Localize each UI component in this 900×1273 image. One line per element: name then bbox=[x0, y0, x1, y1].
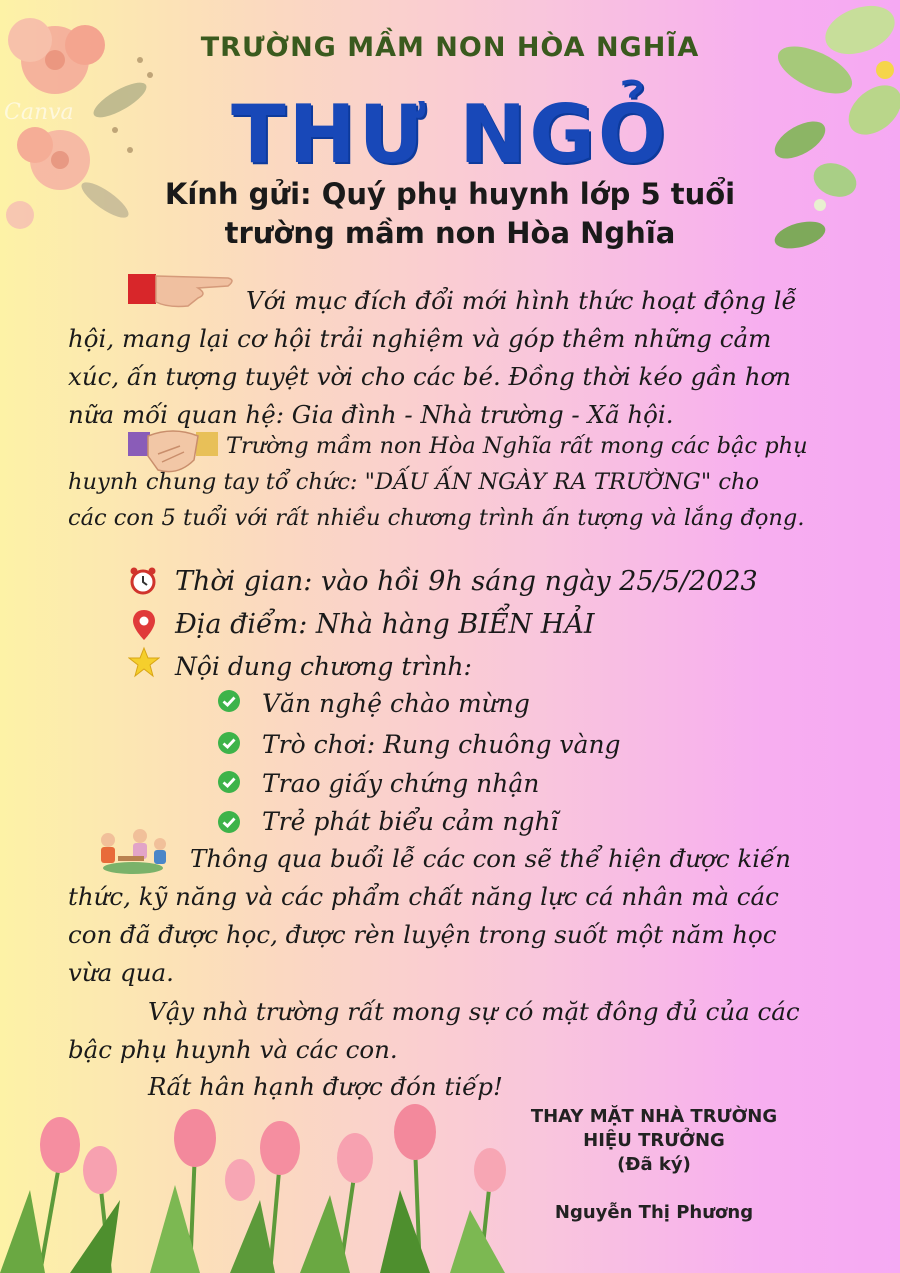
hope-line: bậc phụ huynh và các con. bbox=[68, 1035, 398, 1064]
signature-role: HIỆU TRƯỞNG bbox=[583, 1130, 725, 1151]
program-item: Trẻ phát biểu cảm nghĩ bbox=[262, 807, 559, 836]
closing-paragraph bbox=[68, 840, 832, 992]
page-title: THƯ NGỎ bbox=[231, 88, 669, 181]
hope-paragraph bbox=[68, 993, 832, 1069]
check-circle-icon bbox=[217, 810, 241, 834]
welcome-text: Rất hân hạnh được đón tiếp! bbox=[148, 1072, 503, 1101]
program-label: Nội dung chương trình: bbox=[175, 652, 472, 681]
watermark-text: Canva bbox=[4, 100, 74, 125]
signature-name: Nguyễn Thị Phương bbox=[554, 1202, 754, 1223]
program-item: Văn nghệ chào mừng bbox=[262, 689, 530, 718]
event-place: Địa điểm: Nhà hàng BIỂN HẢI bbox=[175, 609, 595, 640]
star-icon bbox=[128, 646, 160, 678]
location-pin-icon bbox=[132, 608, 156, 642]
program-item: Trao giấy chứng nhận bbox=[262, 769, 540, 798]
intro-line: Với mục đích đổi mới hình thức hoạt động lễ bbox=[246, 286, 797, 315]
check-circle-icon bbox=[217, 770, 241, 794]
invite-paragraph bbox=[68, 428, 832, 536]
check-circle-icon bbox=[217, 731, 241, 755]
closing-line: vừa qua. bbox=[68, 958, 174, 987]
closing-line: con đã được học, được rèn luyện trong suốt một năm học bbox=[68, 920, 777, 949]
hope-line: Vậy nhà trường rất mong sự có mặt đông đủ của các bbox=[148, 997, 800, 1026]
alarm-clock-icon bbox=[128, 566, 158, 596]
check-circle-icon bbox=[217, 689, 241, 713]
intro-line: xúc, ấn tượng tuyệt vời cho các bé. Đồng thời kéo gần hơn bbox=[68, 362, 792, 391]
greeting-line-2: trường mầm non Hòa Nghĩa bbox=[224, 216, 676, 250]
program-item: Trò chơi: Rung chuông vàng bbox=[262, 730, 621, 759]
signature-on-behalf: THAY MẶT NHÀ TRƯỜNG bbox=[530, 1106, 778, 1127]
intro-line: hội, mang lại cơ hội trải nghiệm và góp thêm những cảm bbox=[68, 324, 772, 353]
invite-line: các con 5 tuổi với rất nhiều chương trình ấn tượng và lắng đọng. bbox=[68, 505, 805, 531]
greeting-line-1: Kính gửi: Quý phụ huynh lớp 5 tuổi bbox=[164, 177, 736, 211]
closing-line: Thông qua buổi lễ các con sẽ thể hiện được kiến bbox=[190, 844, 791, 873]
invite-line: Trường mầm non Hòa Nghĩa rất mong các bậc phụ bbox=[226, 433, 808, 459]
intro-line: nữa mối quan hệ: Gia đình - Nhà trường - Xã hội. bbox=[68, 400, 674, 429]
invite-line: huynh chung tay tổ chức: "DẤU ẤN NGÀY RA TRƯỜNG" cho bbox=[68, 469, 759, 495]
signature-status: (Đã ký) bbox=[617, 1154, 691, 1175]
tulip-icon bbox=[0, 1100, 520, 1273]
event-time: Thời gian: vào hồi 9h sáng ngày 25/5/2023 bbox=[175, 566, 758, 597]
school-name: TRƯỜNG MẦM NON HÒA NGHĨA bbox=[200, 32, 700, 63]
closing-line: thức, kỹ năng và các phẩm chất năng lực cá nhân mà các bbox=[68, 882, 779, 911]
intro-paragraph bbox=[68, 282, 832, 434]
